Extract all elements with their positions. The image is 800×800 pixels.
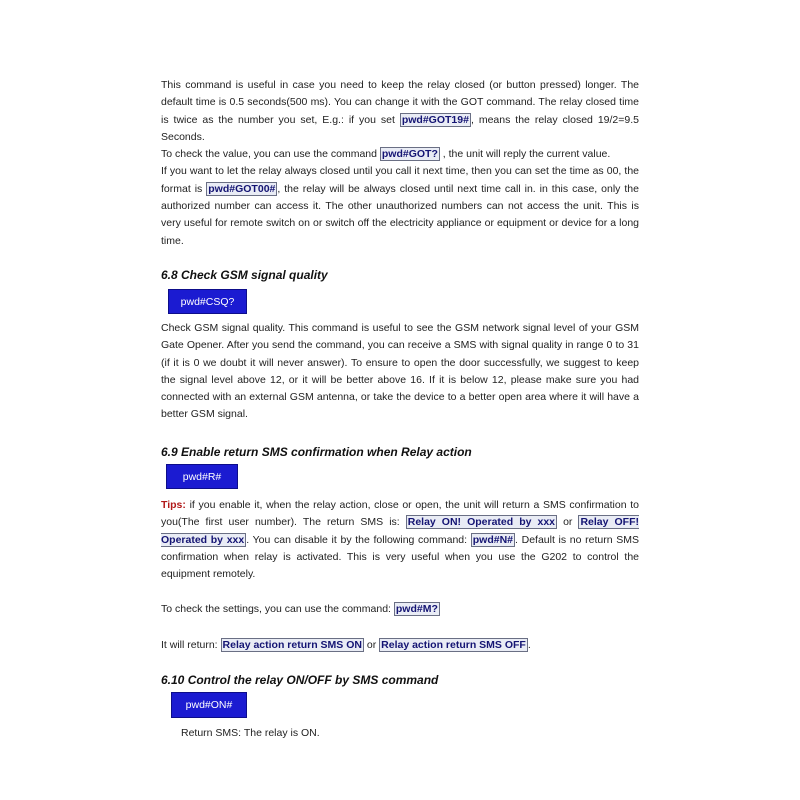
check-settings-line xyxy=(161,601,440,618)
intro-text-1: This command is useful in case you need to keep the relay closed (or button pressed) longer. The default time is 0.5 seconds(500 ms). You can change it with the GOT command. The relay closed time is twice as the number you set, E.g.: if you set xyxy=(161,79,639,126)
tips-text-2: . You can disable it by the following command: xyxy=(246,533,471,546)
heading-6-8: 6.8 Check GSM signal quality xyxy=(161,268,328,282)
command-box-csq: pwd#CSQ? xyxy=(169,290,246,313)
sms-relay-off: Relay OFF! Operated by xxx xyxy=(161,516,639,546)
return-sms-on: Relay action return SMS ON xyxy=(222,639,362,651)
command-got-query: pwd#GOT? xyxy=(381,148,438,161)
intro-text-6: , the relay will be always closed until next time call in. in this case, only the authorized number can access it. The other unauthorized numbers can not access the unit. This is very useful for remote switch on or switch off the electricity appliance or equipment or device for a long time. xyxy=(161,182,639,247)
tips-label: Tips: xyxy=(161,499,186,511)
command-got00: pwd#GOT00# xyxy=(208,182,276,195)
intro-text-3: To check the value, you can use the command xyxy=(161,148,380,161)
heading-6-10: 6.10 Control the relay ON/OFF by SMS command xyxy=(161,673,439,687)
tips-text-3: . Default is no return SMS confirmation when relay is activated. This is very useful when you use the G202 to control the equipment remotely. xyxy=(161,533,640,581)
return-sms-on-line: Return SMS: The relay is ON. xyxy=(181,727,320,739)
return-end: . xyxy=(527,639,531,651)
section-6-8-body: Check GSM signal quality. This command is useful to see the GSM network signal level of your GSM Gate Opener. After you send the command, you can receive a SMS with signal quality in range 0 to 31 (if it is 0 we doubt it will never answer). To ensure to open the door successfully, we suggest to keep the signal level above 12, or it will be better above 16. If it is below 12, please make sure you had connected with an external GSM antenna, or take the device to a better open area where it will have a better GSM signal. xyxy=(161,322,639,421)
tips-text-1: if you enable it, when the relay action, close or open, the unit will return a SMS confirmation to you(The first user number). The return SMS is: xyxy=(161,499,639,529)
tips-paragraph xyxy=(161,497,639,583)
command-box-r: pwd#R# xyxy=(167,465,237,488)
return-sms-off: Relay action return SMS OFF xyxy=(381,639,526,651)
intro-text-4: , the unit will reply the current value. xyxy=(439,148,611,161)
tips-or: or xyxy=(557,516,579,529)
intro-paragraph xyxy=(161,77,639,250)
check-text: To check the settings, you can use the command: xyxy=(161,603,394,615)
intro-text-2: , means the relay closed 19/2=9.5 Seconds. xyxy=(161,113,639,143)
heading-6-9: 6.9 Enable return SMS confirmation when Relay action xyxy=(161,445,472,459)
command-m-query: pwd#M? xyxy=(395,603,438,615)
intro-text-5: If you want to let the relay always closed until you call it next time, then you can set the time as 00, the format is xyxy=(161,165,639,195)
command-got19: pwd#GOT19# xyxy=(401,113,469,126)
return-or: or xyxy=(363,639,380,651)
return-line xyxy=(161,637,531,654)
return-text: It will return: xyxy=(161,639,221,651)
command-n: pwd#N# xyxy=(472,533,514,546)
command-box-on: pwd#ON# xyxy=(172,693,246,717)
sms-relay-on: Relay ON! Operated by xxx xyxy=(407,516,556,529)
